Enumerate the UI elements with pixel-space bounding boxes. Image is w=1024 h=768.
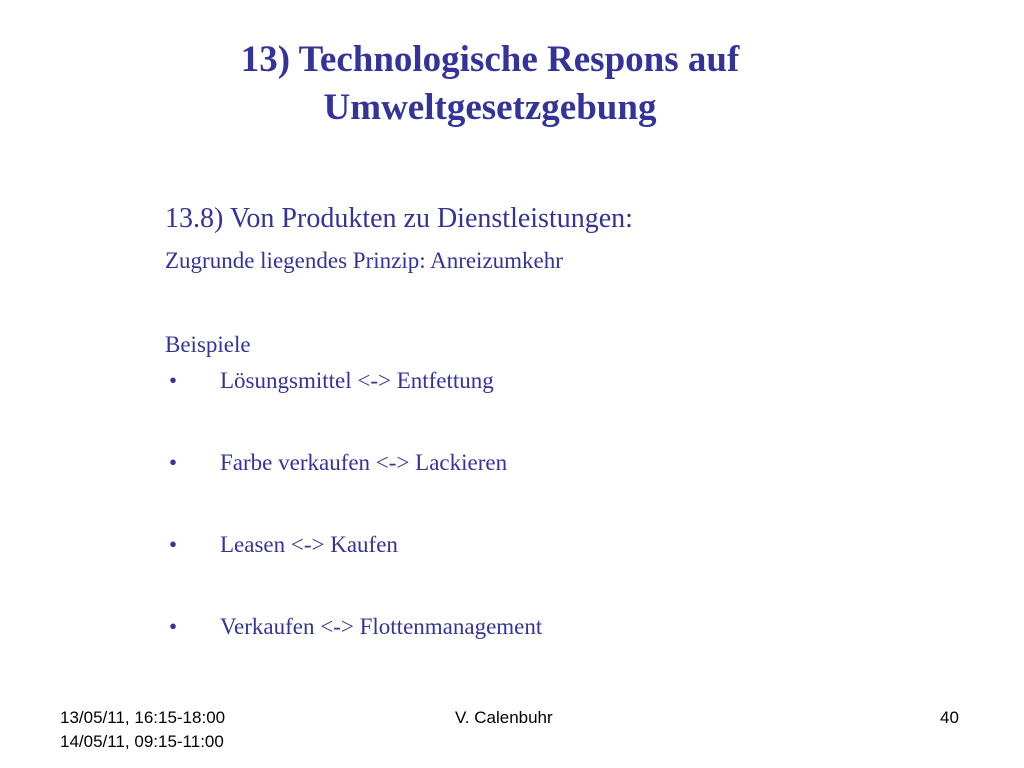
section-subheading: 13.8) Von Produkten zu Dienstleistungen:	[165, 203, 633, 234]
bullet-item	[165, 366, 925, 396]
footer-date-line-1: 13/05/11, 16:15-18:00	[60, 708, 226, 727]
bullet-list	[165, 366, 925, 642]
footer-date	[60, 706, 225, 754]
principle-text: Zugrunde liegendes Prinzip: Anreizumkehr	[165, 248, 563, 273]
bullet-text: Leasen <-> Kaufen	[220, 532, 398, 557]
title-line-1: 13) Technologische Respons auf	[240, 39, 740, 80]
slide-title	[100, 36, 880, 132]
bullet-icon: •	[169, 368, 178, 393]
bullet-icon: •	[169, 532, 178, 557]
bullet-icon: •	[169, 450, 178, 475]
bullet-item	[165, 448, 925, 478]
footer-author: V. Calenbuhr	[455, 708, 553, 727]
bullet-text: Farbe verkaufen <-> Lackieren	[220, 450, 508, 475]
slide-content	[165, 200, 925, 694]
bullet-icon: •	[169, 614, 178, 639]
page-number: 40	[940, 708, 959, 727]
examples-label: Beispiele	[165, 332, 251, 357]
bullet-item	[165, 530, 925, 560]
title-line-2: Umweltgesetzgebung	[323, 87, 657, 128]
bullet-text: Verkaufen <-> Flottenmanagement	[220, 614, 543, 639]
footer-date-line-2: 14/05/11, 09:15-11:00	[60, 732, 224, 751]
bullet-text: Lösungsmittel <-> Entfettung	[220, 368, 494, 393]
bullet-item	[165, 612, 925, 642]
